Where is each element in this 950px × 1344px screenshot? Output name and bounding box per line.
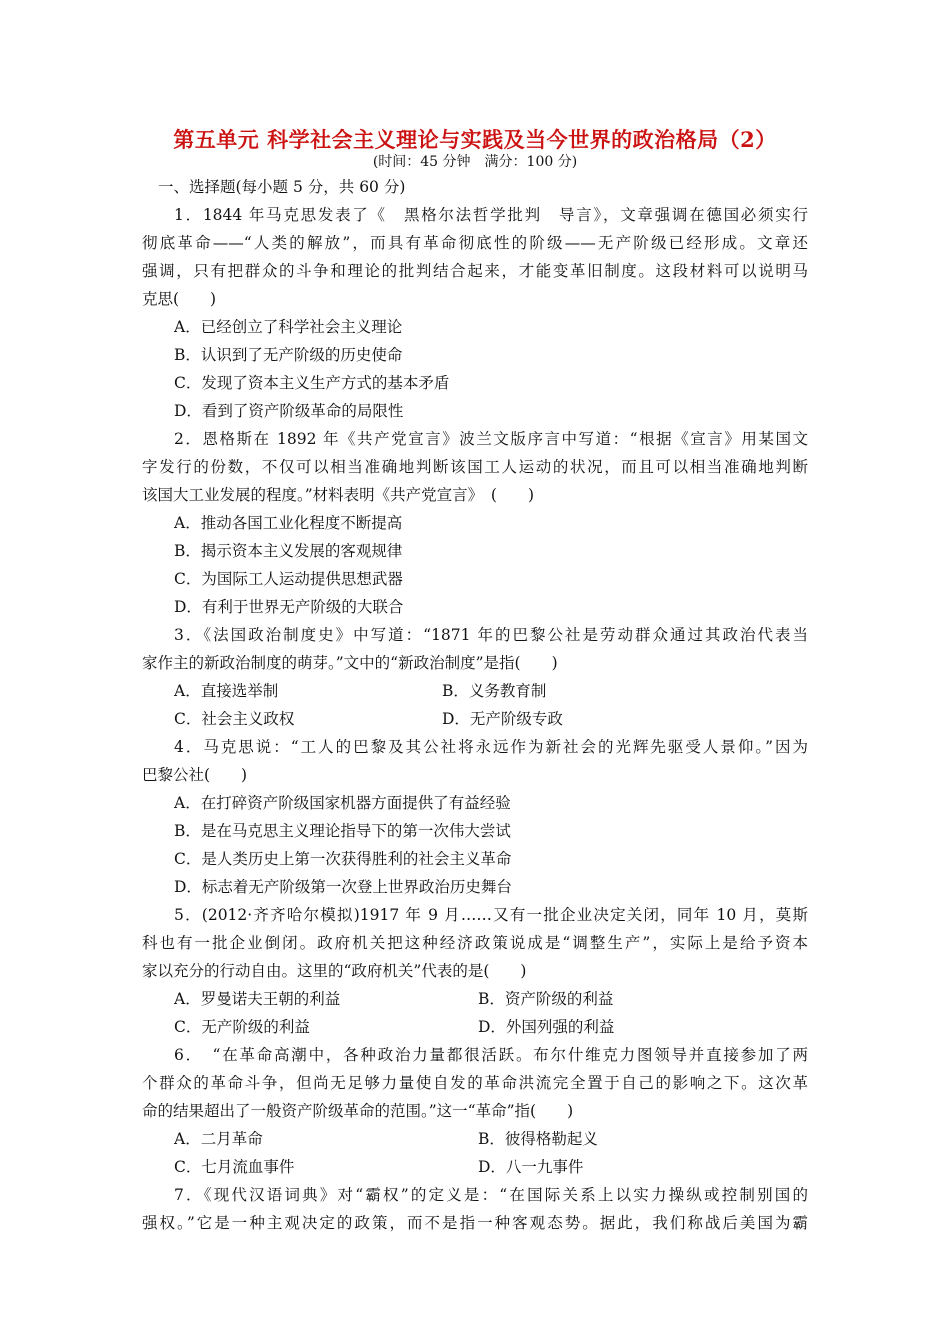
- question-4-option-c[interactable]: C．是人类历史上第一次获得胜利的社会主义革命: [174, 850, 512, 868]
- question-3-line: 3．《法国政治制度史》中写道：“1871 年的巴黎公社是劳动群众通过其政治代表当: [174, 626, 808, 644]
- question-6-line: 6． “在革命高潮中，各种政治力量都很活跃。布尔什维克力图领导并直接参加了两: [174, 1046, 808, 1064]
- question-5-line: 科也有一批企业倒闭。政府机关把这种经济政策说成是“调整生产”，实际上是给予资本: [142, 934, 808, 952]
- question-1-option-b[interactable]: B．认识到了无产阶级的历史使命: [174, 346, 403, 364]
- exam-time-score: (时间：45 分钟 满分：100 分): [372, 154, 578, 170]
- question-5-option-d[interactable]: D．外国列强的利益: [478, 1018, 615, 1036]
- question-2-line: 该国大工业发展的程度。”材料表明《共产党宣言》 ( ): [142, 486, 535, 504]
- question-1-line: 1．1844 年马克思发表了《 黑格尔法哲学批判 导言》，文章强调在德国必须实行: [174, 206, 808, 224]
- question-2-option-b[interactable]: B．揭示资本主义发展的客观规律: [174, 542, 403, 560]
- question-3-options-row: [142, 677, 808, 705]
- question-7-line: 强权。”它是一种主观决定的政策，而不是指一种客观态势。据此，我们称战后美国为霸: [142, 1214, 808, 1232]
- question-6-option-c[interactable]: C．七月流血事件: [174, 1158, 295, 1176]
- question-6-option-b[interactable]: B．彼得格勒起义: [478, 1130, 598, 1148]
- question-7-line: 7．《现代汉语词典》对“霸权”的定义是：“在国际关系上以实力操纵或控制别国的: [174, 1186, 808, 1204]
- question-1-option-d[interactable]: D．看到了资产阶级革命的局限性: [174, 402, 404, 420]
- question-1-line: 克思( ): [142, 290, 217, 308]
- question-2-option-c[interactable]: C．为国际工人运动提供思想武器: [174, 570, 403, 588]
- question-4-option-a[interactable]: A．在打碎资产阶级国家机器方面提供了有益经验: [174, 794, 511, 812]
- question-2-option-d[interactable]: D．有利于世界无产阶级的大联合: [174, 598, 404, 616]
- question-6-options-row: [142, 1153, 808, 1181]
- page-title: 第五单元 科学社会主义理论与实践及当今世界的政治格局（2）: [173, 127, 777, 152]
- question-4-option-b[interactable]: B．是在马克思主义理论指导下的第一次伟大尝试: [174, 822, 511, 840]
- section-heading: 一、选择题(每小题 5 分，共 60 分): [158, 178, 406, 196]
- question-6-line: 命的结果超出了一般资产阶级革命的范围。”这一“革命”指( ): [142, 1102, 574, 1120]
- question-3-line: 家作主的新政治制度的萌芽。”文中的“新政治制度”是指( ): [142, 654, 558, 672]
- question-5-options-row: [142, 1013, 808, 1041]
- question-3-option-d[interactable]: D．无产阶级专政: [442, 710, 563, 728]
- question-1-option-c[interactable]: C．发现了资本主义生产方式的基本矛盾: [174, 374, 450, 392]
- question-3-option-c[interactable]: C．社会主义政权: [174, 710, 295, 728]
- question-5-line: 5．(2012·齐齐哈尔模拟)1917 年 9 月……又有一批企业决定关闭，同年 10 月，莫斯: [174, 906, 808, 924]
- question-4-line: 巴黎公社( ): [142, 766, 248, 784]
- question-3-option-a[interactable]: A．直接选举制: [174, 682, 279, 700]
- question-1-option-a[interactable]: A．已经创立了科学社会主义理论: [174, 318, 403, 336]
- question-5-option-b[interactable]: B．资产阶级的利益: [478, 990, 614, 1008]
- question-6-options-row: [142, 1125, 808, 1153]
- question-1-line: 强调，只有把群众的斗争和理论的批判结合起来，才能变革旧制度。这段材料可以说明马: [142, 262, 808, 280]
- question-5-options-row: [142, 985, 808, 1013]
- question-2-option-a[interactable]: A．推动各国工业化程度不断提高: [174, 514, 403, 532]
- question-5-option-c[interactable]: C．无产阶级的利益: [174, 1018, 310, 1036]
- question-6-line: 个群众的革命斗争，但尚无足够力量使自发的革命洪流完全置于自己的影响之下。这次革: [142, 1074, 808, 1092]
- question-4-line: 4．马克思说：“工人的巴黎及其公社将永远作为新社会的光辉先驱受人景仰。”因为: [174, 738, 808, 756]
- question-4-option-d[interactable]: D．标志着无产阶级第一次登上世界政治历史舞台: [174, 878, 512, 896]
- question-3-option-b[interactable]: B．义务教育制: [442, 682, 547, 700]
- question-2-line: 字发行的份数，不仅可以相当准确地判断该国工人运动的状况，而且可以相当准确地判断: [142, 458, 808, 476]
- question-3-options-row: [142, 705, 808, 733]
- question-content: [142, 173, 808, 1237]
- question-6-option-d[interactable]: D．八一九事件: [478, 1158, 584, 1176]
- question-2-line: 2．恩格斯在 1892 年《共产党宣言》波兰文版序言中写道：“根据《宣言》用某国文: [174, 430, 808, 448]
- question-6-option-a[interactable]: A．二月革命: [174, 1130, 263, 1148]
- question-5-line: 家以充分的行动自由。这里的“政府机关”代表的是( ): [142, 962, 527, 980]
- question-5-option-a[interactable]: A．罗曼诺夫王朝的利益: [174, 990, 341, 1008]
- question-1-line: 彻底革命——“人类的解放”，而具有革命彻底性的阶级——无产阶级已经形成。文章还: [142, 234, 808, 252]
